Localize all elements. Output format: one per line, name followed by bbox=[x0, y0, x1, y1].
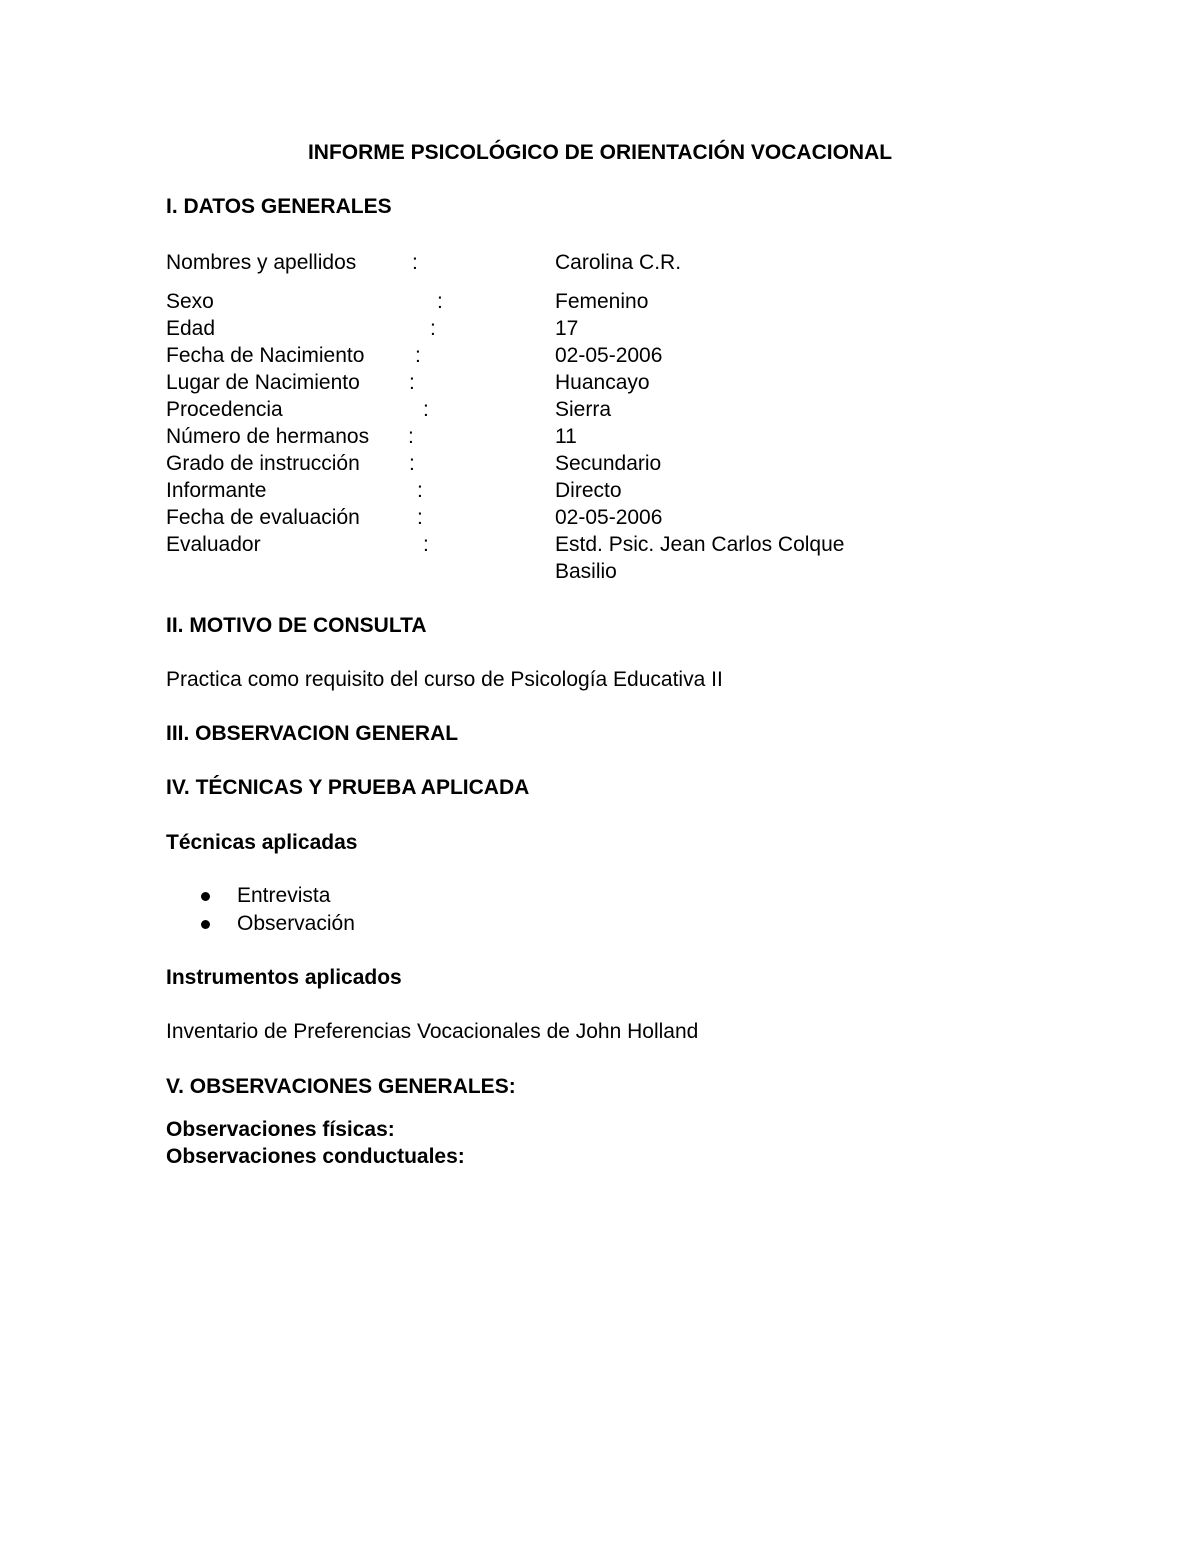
field-row-grado-instruccion bbox=[0, 450, 1200, 477]
field-value: 02-05-2006 bbox=[555, 344, 663, 367]
list-item bbox=[0, 882, 1200, 909]
field-value: Secundario bbox=[555, 452, 662, 475]
field-colon: : bbox=[430, 317, 436, 340]
field-label: Número de hermanos bbox=[166, 425, 370, 448]
field-value: Estd. Psic. Jean Carlos Colque bbox=[555, 533, 845, 556]
field-label: Nombres y apellidos bbox=[166, 251, 357, 274]
field-row-sexo bbox=[0, 288, 1200, 315]
bullet-icon bbox=[201, 920, 210, 929]
field-row-fecha-nacimiento bbox=[0, 342, 1200, 369]
instrumentos-text: Inventario de Preferencias Vocacionales de John Holland bbox=[166, 1020, 699, 1043]
list-item bbox=[0, 910, 1200, 937]
field-value: Directo bbox=[555, 479, 622, 502]
field-row-procedencia bbox=[0, 396, 1200, 423]
section-heading-observacion-general: III. OBSERVACION GENERAL bbox=[166, 722, 459, 745]
field-label: Procedencia bbox=[166, 398, 283, 421]
field-label: Evaluador bbox=[166, 533, 261, 556]
field-colon: : bbox=[423, 398, 429, 421]
field-row-informante bbox=[0, 477, 1200, 504]
subheading-tecnicas-aplicadas: Técnicas aplicadas bbox=[166, 831, 358, 854]
field-label: Fecha de Nacimiento bbox=[166, 344, 365, 367]
field-row-lugar-nacimiento bbox=[0, 369, 1200, 396]
field-value: 17 bbox=[555, 317, 579, 340]
field-colon: : bbox=[415, 344, 421, 367]
bullet-icon bbox=[201, 892, 210, 901]
field-colon: : bbox=[417, 506, 423, 529]
list-item-text: Observación bbox=[237, 912, 355, 935]
field-colon: : bbox=[423, 533, 429, 556]
field-row-hermanos bbox=[0, 423, 1200, 450]
field-value-continuation: Basilio bbox=[555, 560, 617, 583]
field-value: Carolina C.R. bbox=[555, 251, 682, 274]
field-value: Femenino bbox=[555, 290, 649, 313]
field-row-edad bbox=[0, 315, 1200, 342]
field-label: Fecha de evaluación bbox=[166, 506, 360, 529]
field-colon: : bbox=[437, 290, 443, 313]
field-label: Edad bbox=[166, 317, 216, 340]
field-colon: : bbox=[408, 425, 414, 448]
field-colon: : bbox=[409, 452, 415, 475]
field-value: 11 bbox=[555, 425, 577, 448]
list-item-text: Entrevista bbox=[237, 884, 331, 907]
section-heading-tecnicas-prueba: IV. TÉCNICAS Y PRUEBA APLICADA bbox=[166, 776, 530, 799]
document-title: INFORME PSICOLÓGICO DE ORIENTACIÓN VOCACIONAL bbox=[307, 141, 893, 164]
field-value: Huancayo bbox=[555, 371, 650, 394]
motivo-consulta-text: Practica como requisito del curso de Psicología Educativa II bbox=[166, 668, 723, 691]
observaciones-conductuales-label: Observaciones conductuales: bbox=[166, 1145, 465, 1168]
field-label: Sexo bbox=[166, 290, 214, 313]
subheading-instrumentos-aplicados: Instrumentos aplicados bbox=[166, 966, 402, 989]
field-value: Sierra bbox=[555, 398, 612, 421]
field-label: Lugar de Nacimiento bbox=[166, 371, 360, 394]
field-value: 02-05-2006 bbox=[555, 506, 663, 529]
section-heading-motivo-consulta: II. MOTIVO DE CONSULTA bbox=[166, 614, 427, 637]
field-row-fecha-evaluacion bbox=[0, 504, 1200, 531]
field-label: Grado de instrucción bbox=[166, 452, 360, 475]
field-colon: : bbox=[412, 251, 418, 274]
section-heading-observaciones-generales: V. OBSERVACIONES GENERALES: bbox=[166, 1075, 516, 1098]
field-row-nombres bbox=[0, 249, 1200, 276]
field-row-evaluador-cont bbox=[0, 558, 1200, 585]
field-colon: : bbox=[417, 479, 423, 502]
section-heading-datos-generales: I. DATOS GENERALES bbox=[166, 195, 392, 218]
observaciones-fisicas-label: Observaciones físicas: bbox=[166, 1118, 395, 1141]
field-label: Informante bbox=[166, 479, 267, 502]
field-row-evaluador bbox=[0, 531, 1200, 558]
field-colon: : bbox=[409, 371, 415, 394]
